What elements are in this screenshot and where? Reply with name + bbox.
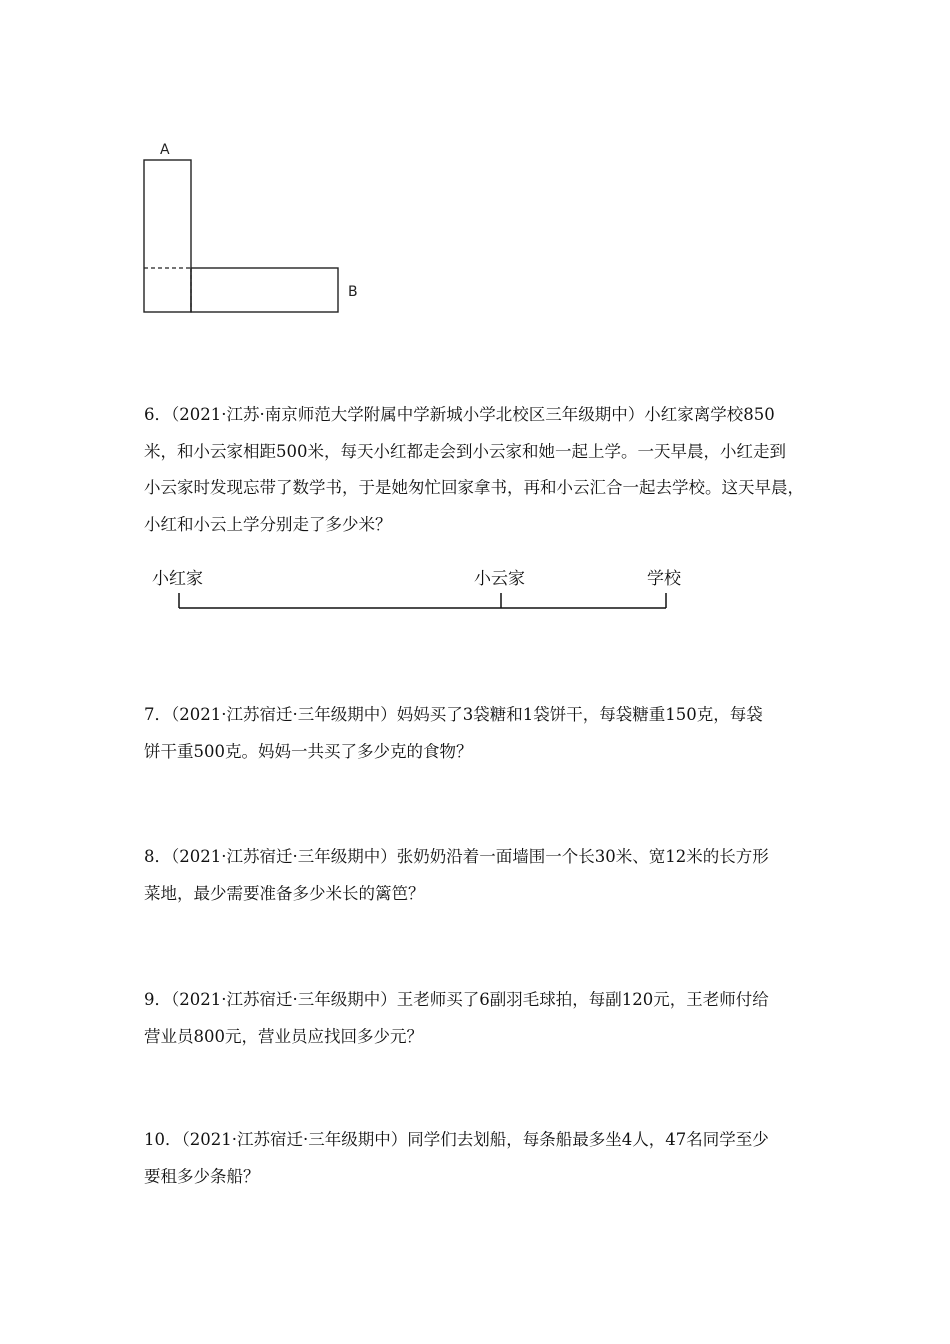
problem-line: 小红和小云上学分别走了多少米？ [144,514,392,534]
label-a: A [160,142,170,158]
route-label-xiaoyun-home: 小云家 [474,569,525,589]
problem-line: 9．（2021·江苏宿迁·三年级期中）王老师买了6副羽毛球拍，每副120元，王老师付给 [144,990,769,1009]
route-diagram [148,562,708,622]
problem-line: 米，和小云家相距500米，每天小红都走会到小云家和她一起上学。一天早晨，小红走到 [144,441,786,461]
problem-8 [144,839,814,912]
problem-line: 10．（2021·江苏宿迁·三年级期中）同学们去划船，每条船最多坐4人，47名同学至少 [144,1130,769,1149]
problem-line: 8．（2021·江苏宿迁·三年级期中）张奶奶沿着一面墙围一个长30米、宽12米的长方形 [144,847,769,866]
problem-line: 菜地，最少需要准备多少米长的篱笆？ [144,883,425,903]
problem-6 [144,397,814,543]
horizontal-rect [191,268,338,312]
problem-10 [144,1122,814,1195]
route-label-xiaohong-home: 小红家 [152,569,203,589]
problem-7 [144,697,814,770]
problem-line: 小云家时发现忘带了数学书，于是她匆忙回家拿书，再和小云汇合一起去学校。这天早晨， [144,478,804,497]
problem-line: 饼干重500克。妈妈一共买了多少克的食物？ [144,741,473,761]
problem-line: 7．（2021·江苏宿迁·三年级期中）妈妈买了3袋糖和1袋饼干，每袋糖重150克，每袋 [144,705,763,724]
route-label-school: 学校 [647,569,681,589]
problem-line: 营业员800元，营业员应找回多少元？ [144,1026,423,1046]
label-b: B [348,284,358,300]
problem-9 [144,982,814,1055]
problem-line: 要租多少条船？ [144,1166,260,1186]
problem-line: 6．（2021·江苏·南京师范大学附属中学新城小学北校区三年级期中）小红家离学校850 [144,405,775,424]
vertical-rect [144,160,191,312]
l-shape-figure [140,138,370,318]
